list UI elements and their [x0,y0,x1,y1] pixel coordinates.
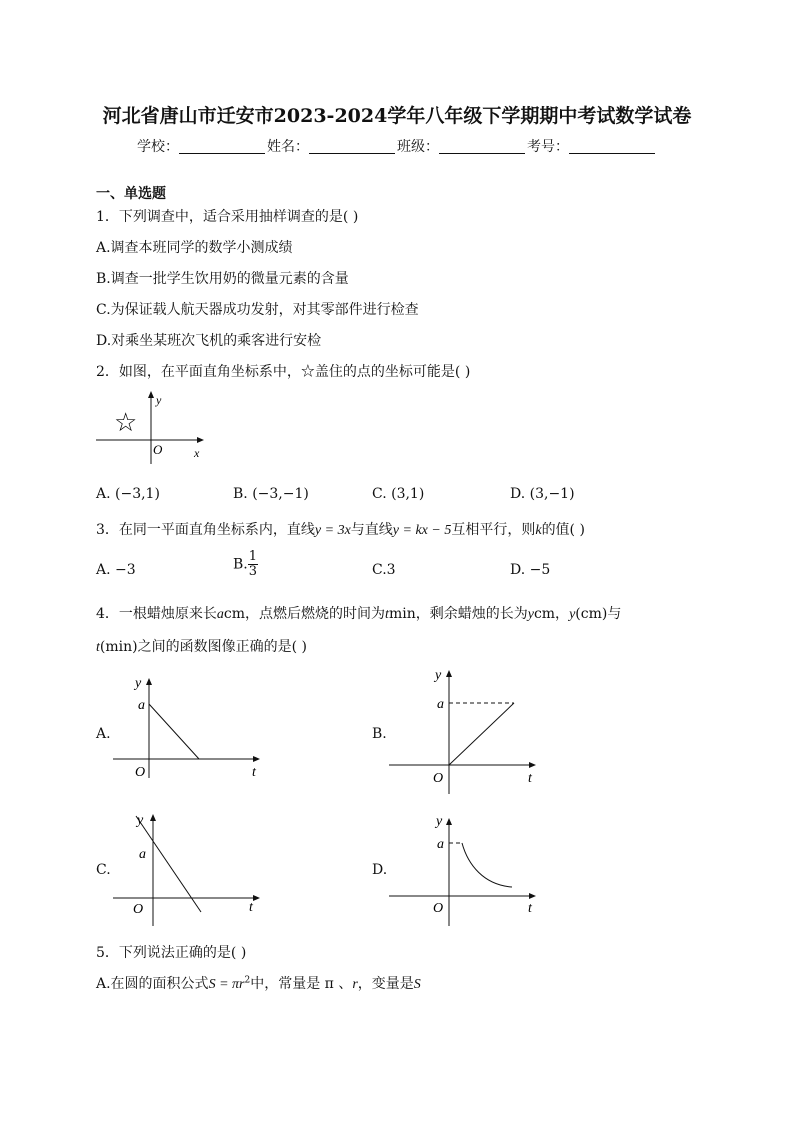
graph-d-curve [462,843,512,887]
q3-text-4: 的值( ) [541,522,585,538]
q4-text-3: min，剩余蜡烛的长为 [388,606,528,622]
graph-b-t-label: t [528,771,532,786]
graph-a-t-label: t [252,765,256,780]
q3-option-a: A. −3 [96,562,136,578]
graph-c-t-arrow [253,895,260,901]
q5-a-r: r [352,977,358,992]
q4-var-y: y [527,607,534,622]
q4-label-a: A. [96,726,111,742]
q5-a-text-3: ，变量是 [357,976,414,992]
graph-a-y-label: y [135,676,142,691]
graph-d-origin-label: O [433,901,444,916]
q5-a-text-2: 中，常量是 π 、 [250,976,353,992]
q4-graph-d [384,810,544,930]
q3-text-2: 与直线 [350,522,393,538]
q5-stem: 5．下列说法正确的是( ) [96,945,247,961]
graph-d-t-arrow [529,893,536,899]
graph-a-a-label: a [138,698,145,713]
q4-text-1: 4．一根蜡烛原来长 [96,606,217,622]
graph-c-a-label: a [139,847,146,862]
student-info-row [0,136,794,156]
graph-b-a-label: a [437,697,444,712]
graph-d-t-label: t [528,901,532,916]
q2-origin-label: O [153,442,163,457]
q4-stem-line-2 [96,636,307,656]
q2-option-d: D. (3,−1) [510,486,575,502]
graph-a-y-arrow [146,678,152,685]
q3-k: k [535,523,542,538]
q1-option-a: A.调查本班同学的数学小测成绩 [96,240,293,256]
q2-x-arrow [197,437,204,443]
q5-a-exponent: 2 [244,975,251,986]
star-icon: ☆ [114,408,138,437]
q1-option-d: D.对乘坐某班次飞机的乘客进行安检 [96,333,322,349]
q2-y-arrow [148,391,154,398]
id-field[interactable] [569,139,655,154]
q3-option-c: C.3 [372,562,396,578]
q3-equation-2: y = kx − 5 [392,523,452,538]
name-label: 姓名： [267,139,309,155]
q5-option-a [96,973,421,993]
q5-a-formula: S = πr [208,977,245,992]
q4-var-y2: y [569,607,576,622]
q3-option-b-prefix: B. [233,556,248,573]
class-label: 班级： [397,139,439,155]
q4-graph-b [384,662,544,797]
graph-b-y-label: y [435,668,442,683]
graph-d-y-label: y [436,814,443,829]
q3-stem [96,519,585,539]
graph-a-line [149,704,199,759]
q4-label-b: B. [372,726,387,742]
school-field[interactable] [179,139,265,154]
q3-fraction-numerator: 1 [248,549,258,564]
q1-option-b: B.调查一批学生饮用奶的微量元素的含量 [96,271,349,287]
q4-var-t2: t [96,640,100,655]
q2-option-c: C. (3,1) [372,486,425,502]
graph-d-a-label: a [437,837,444,852]
q2-option-a: A. (−3,1) [96,486,160,502]
q5-a-s: S [413,977,421,992]
q4-text-5: (cm)与 [575,606,622,622]
q4-text-2: cm，点燃后燃烧的时间为 [223,606,386,622]
q4-label-c: C. [96,862,111,878]
graph-b-origin-label: O [433,771,444,786]
graph-c-y-label: y [137,813,144,828]
q4-stem-line-1 [96,603,621,623]
q2-stem: 2．如图，在平面直角坐标系中，☆盖住的点的坐标可能是( ) [96,364,471,380]
name-field[interactable] [309,139,395,154]
q3-option-b [233,550,258,579]
q2-x-label: x [194,446,200,460]
graph-a-t-arrow [253,756,260,762]
graph-c-y-arrow [150,814,156,821]
q3-option-d: D. −5 [510,562,551,578]
id-label: 考号： [527,139,569,155]
graph-c-origin-label: O [133,902,144,917]
graph-c-t-label: t [249,900,253,915]
graph-b-y-arrow [446,670,452,677]
q4-var-a: a [216,607,224,622]
q1-option-c: C.为保证载人航天器成功发射，对其零部件进行检查 [96,302,419,318]
q3-equation-1: y = 3x [314,523,351,538]
q4-text-4: cm， [533,606,570,622]
q1-stem: 1．下列调查中，适合采用抽样调查的是( ) [96,209,359,225]
page-title: 河北省唐山市迁安市2023-2024学年八年级下学期期中考试数学试卷 [102,105,692,127]
q4-graph-a [108,668,268,783]
q4-graph-c [108,806,268,928]
q3-fraction-denominator: 3 [248,564,258,579]
school-label: 学校： [137,139,179,155]
q3-text-1: 3．在同一平面直角坐标系内，直线 [96,522,315,538]
class-field[interactable] [439,139,525,154]
q2-y-label: y [156,393,162,407]
q5-a-text-1: A.在圆的面积公式 [96,976,209,992]
section-heading: 一、单选题 [96,186,166,202]
q2-coordinate-figure [94,388,214,468]
q4-var-t: t [385,607,389,622]
q2-option-b: B. (−3,−1) [233,486,309,502]
q3-option-b-fraction [248,550,258,579]
q4-text-6: (min)之间的函数图像正确的是( ) [99,639,307,655]
graph-a-origin-label: O [135,765,146,780]
graph-d-y-arrow [446,818,452,825]
q4-label-d: D. [372,862,388,878]
graph-b-t-arrow [529,762,536,768]
graph-b-line [449,703,514,765]
q3-text-3: 互相平行，则 [451,522,536,538]
